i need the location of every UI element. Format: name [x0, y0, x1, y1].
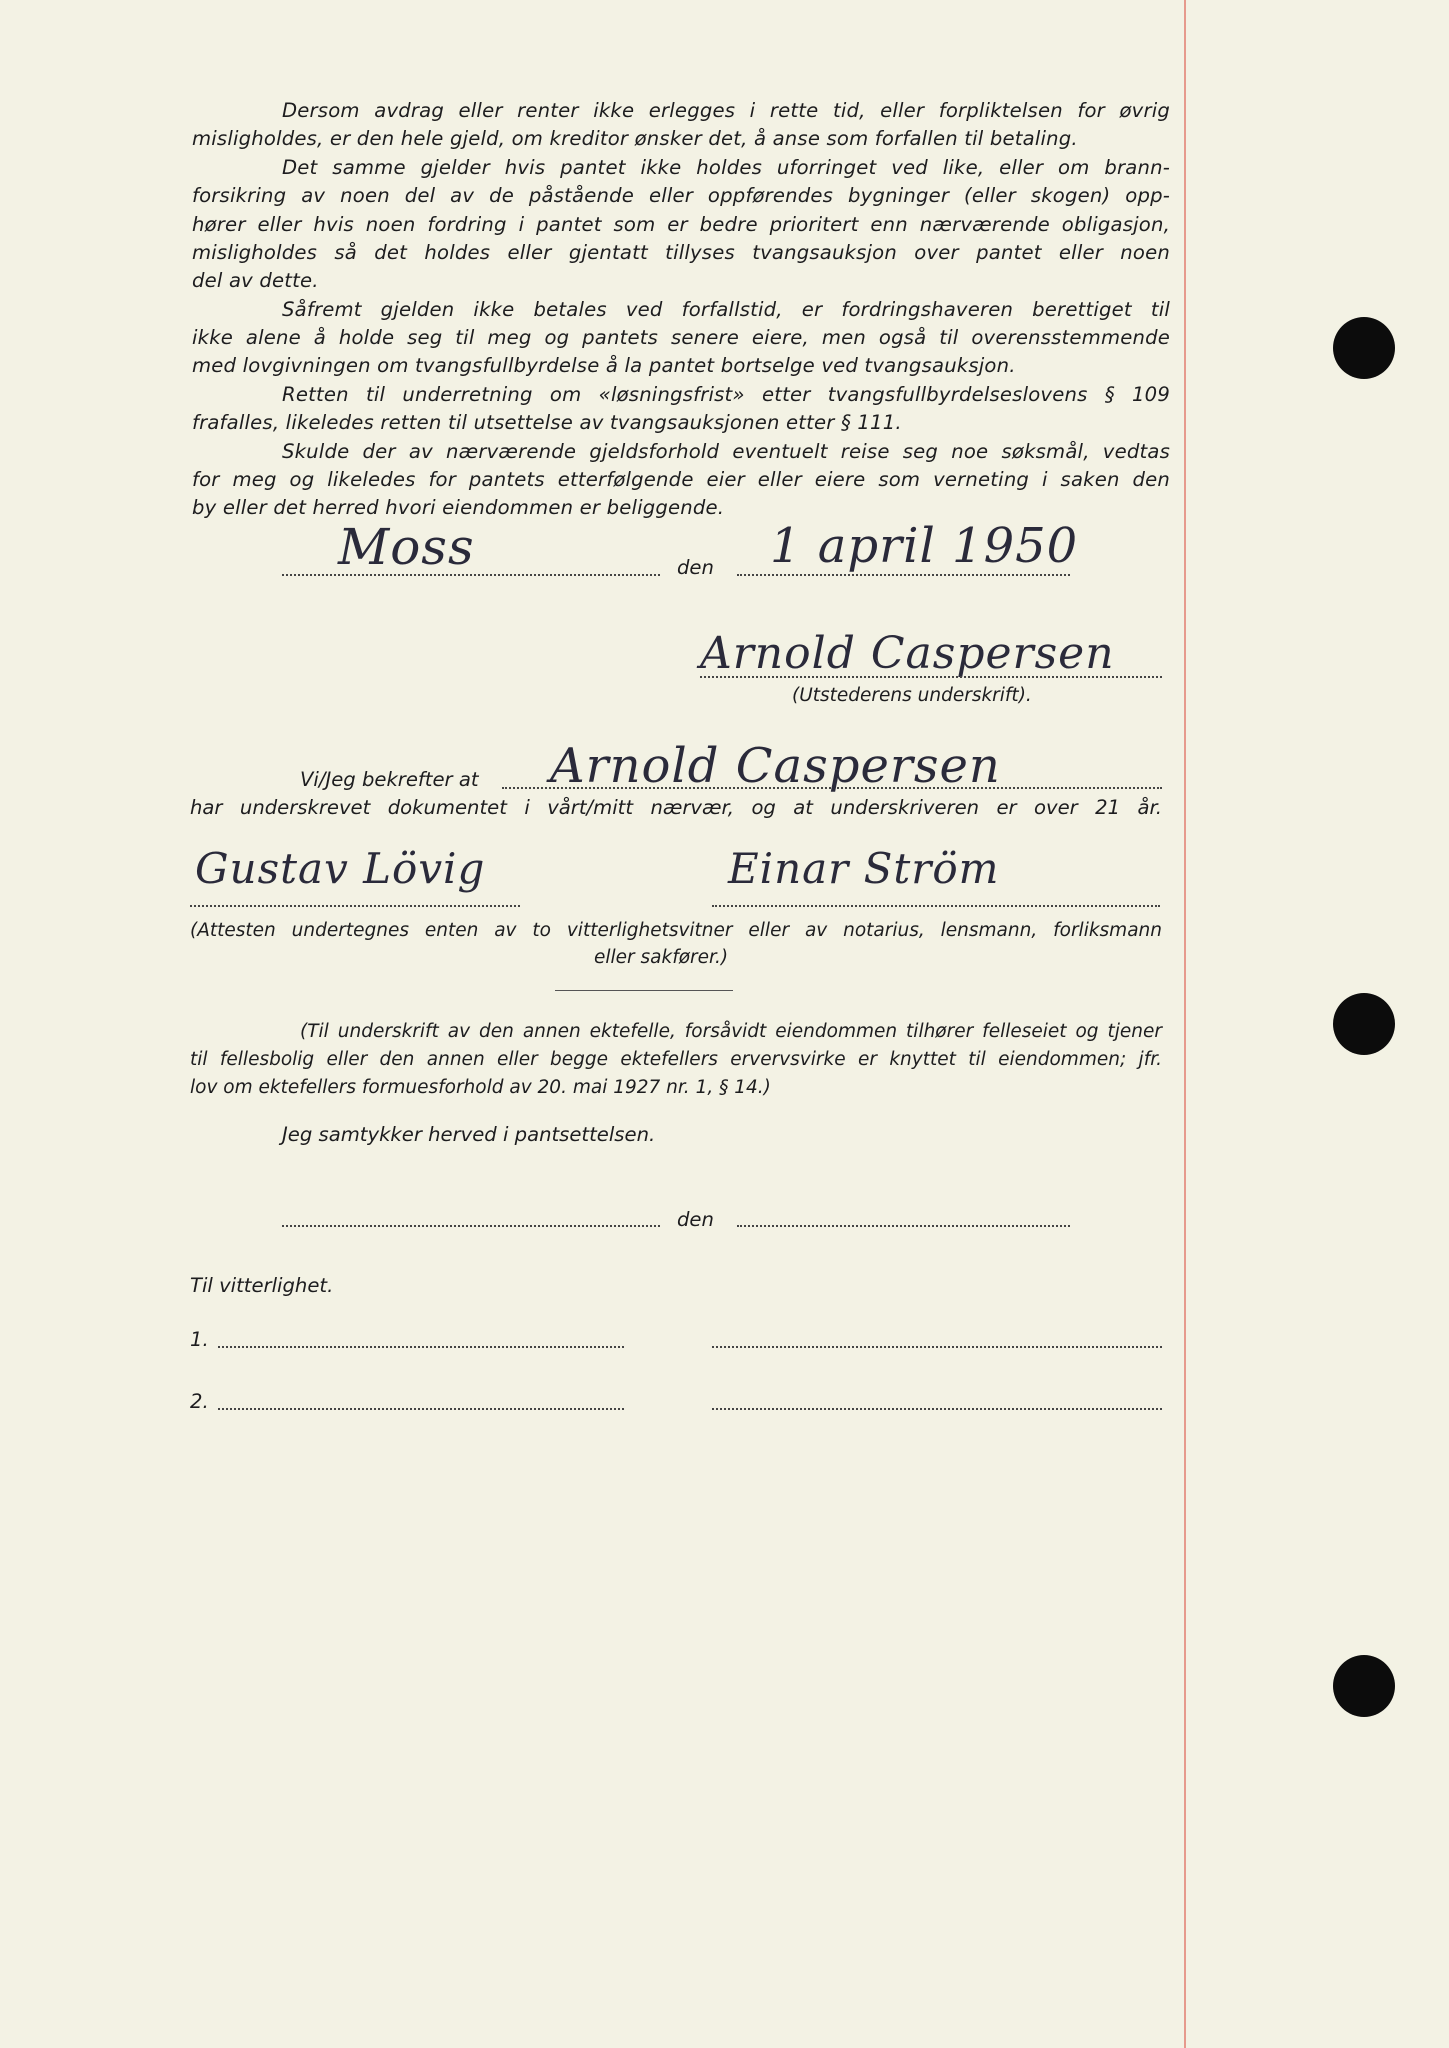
paragraph-collateral-clause: Det samme gjelder hvis pantet ikke holdes uforringet ved like, eller om brann- [282, 156, 1170, 179]
spouse-note-line3: lov om ektefellers formuesforhold av 20. mai 1927 nr. 1, § 14.) [190, 1077, 771, 1098]
confirmation-name-handwritten: Arnold Caspersen [550, 738, 1001, 794]
vitterlighet-number-2: 2. [190, 1390, 209, 1413]
paragraph-maturity-line: ikke alene å holde seg til meg og pantets senere eiere, men også til overensstemmende [192, 326, 1170, 349]
witness-1-line [190, 905, 520, 907]
paragraph-maturity-line: med lovgivningen om tvangsfullbyrdelse å la pantet bortselge ved tvangsauksjon. [192, 354, 1016, 377]
spouse-date-line [737, 1225, 1070, 1227]
paragraph-default-clause: Dersom avdrag eller renter ikke erlegges i rette tid, eller forpliktelsen for øvrig [282, 99, 1170, 122]
confirmation-prefix: Vi/Jeg bekrefter at [300, 768, 479, 791]
red-margin-line [1184, 0, 1186, 2048]
section-divider [555, 990, 733, 991]
vitterlighet-line-1b [712, 1346, 1162, 1348]
punch-hole-icon [1333, 993, 1395, 1055]
paragraph-collateral-line: hører eller hvis noen fordring i pantet som er bedre prioritert enn nærværende obligasjon, [192, 213, 1170, 236]
witness-2-signature: Einar Ström [728, 844, 1000, 893]
paragraph-venue-line: for meg og likeledes for pantets etterfølgende eier eller eiere som verneting i saken den [192, 468, 1170, 491]
vitterlighet-number-1: 1. [190, 1328, 209, 1351]
issuer-signature-line [700, 676, 1162, 678]
vitterlighet-heading: Til vitterlighet. [190, 1274, 334, 1297]
witness-note-line1: (Attesten undertegnes enten av to vitterlighetsvitner eller av notarius, lensmann, forliksmann [190, 920, 1162, 941]
place-handwritten: Moss [338, 518, 475, 576]
paragraph-collateral-line: misligholdes så det holdes eller gjentatt tillyses tvangsauksjon over pantet eller noen [192, 241, 1170, 264]
paragraph-notice-clause: Retten til underretning om «løsningsfrist» etter tvangsfullbyrdelseslovens § 109 [282, 383, 1170, 406]
paragraph-venue-clause: Skulde der av nærværende gjeldsforhold eventuelt reise seg noe søksmål, vedtas [282, 440, 1170, 463]
confirmation-statement: har underskrevet dokumentet i vårt/mitt nærvær, og at underskriveren er over 21 år. [190, 796, 1162, 819]
spouse-den-label: den [677, 1208, 714, 1231]
vitterlighet-line-2b [712, 1408, 1162, 1410]
issuer-signature: Arnold Caspersen [700, 628, 1115, 679]
paragraph-notice-line: frafalles, likeledes retten til utsettelse av tvangsauksjonen etter § 111. [192, 411, 902, 434]
punch-hole-icon [1333, 317, 1395, 379]
consent-statement: Jeg samtykker herved i pantsettelsen. [282, 1123, 656, 1146]
paragraph-collateral-line: del av dette. [192, 269, 319, 292]
witness-1-signature: Gustav Lövig [195, 844, 486, 893]
date-handwritten: 1 april 1950 [770, 518, 1079, 574]
den-label: den [677, 556, 714, 579]
paragraph-collateral-line: forsikring av noen del av de påstående eller oppførendes bygninger (eller skogen) opp- [192, 184, 1170, 207]
spouse-note-line1: (Til underskrift av den annen ektefelle, forsåvidt eiendommen tilhører felleseiet og tjener [300, 1021, 1162, 1042]
date-line [737, 574, 1070, 576]
spouse-place-line [282, 1225, 660, 1227]
vitterlighet-line-1a [218, 1346, 624, 1348]
paragraph-maturity-clause: Såfremt gjelden ikke betales ved forfallstid, er fordringshaveren berettiget til [282, 298, 1170, 321]
paragraph-default-clause-cont: misligholdes, er den hele gjeld, om kreditor ønsker det, å anse som forfallen til betaling. [192, 127, 1078, 150]
witness-2-line [712, 905, 1160, 907]
paragraph-venue-line: by eller det herred hvori eiendommen er beliggende. [192, 496, 725, 519]
punch-hole-icon [1333, 1655, 1395, 1717]
witness-note-line2: eller sakfører.) [594, 947, 729, 968]
spouse-note-line2: til fellesbolig eller den annen eller begge ektefellers ervervsvirke er knyttet til eiendommen; jfr. [190, 1049, 1162, 1070]
vitterlighet-line-2a [218, 1408, 624, 1410]
issuer-caption: (Utstederens underskrift). [792, 685, 1032, 706]
